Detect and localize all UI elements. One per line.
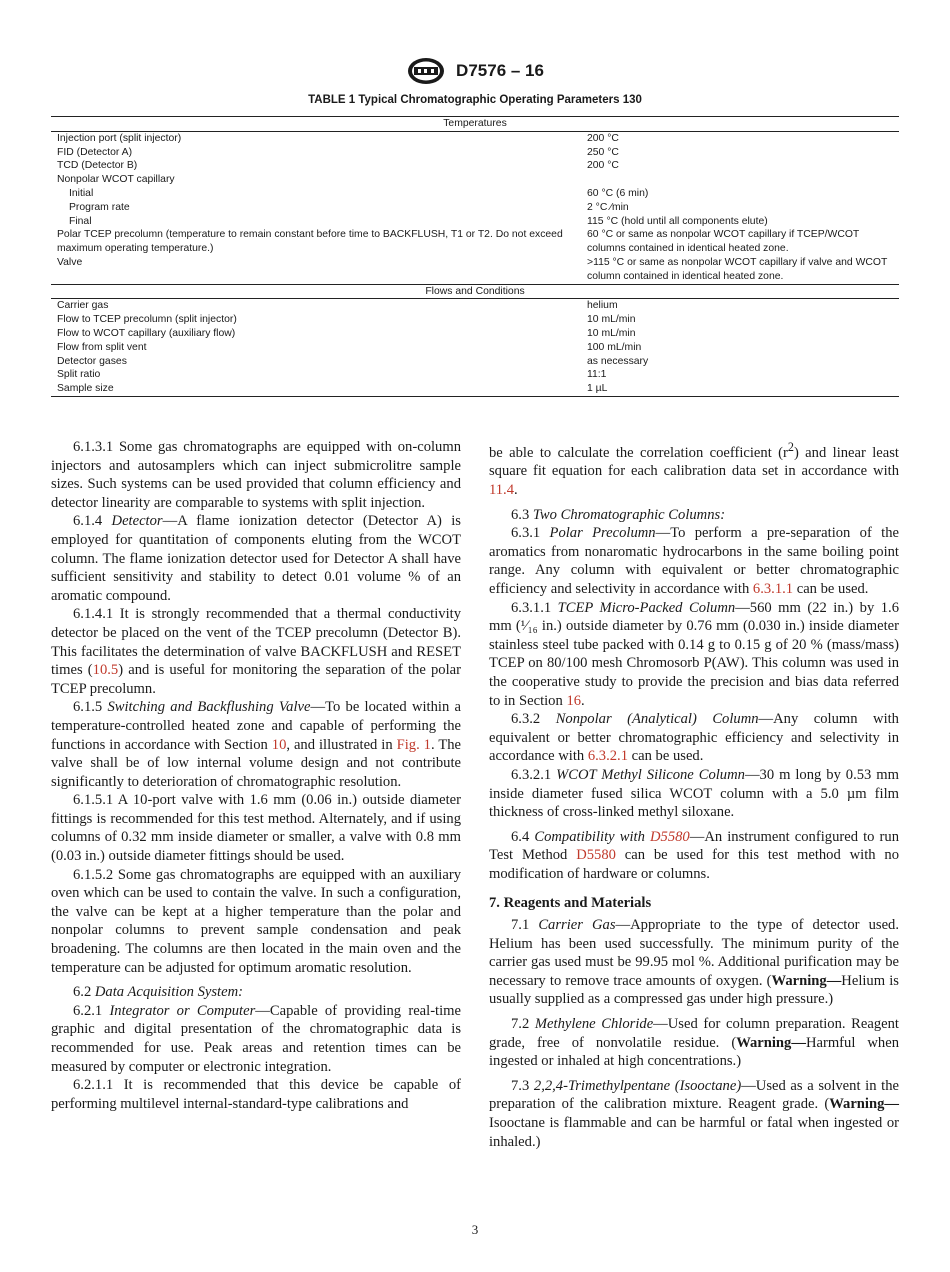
section-link[interactable]: 10 [271, 736, 287, 753]
table-row [51, 256, 899, 284]
value-cell: 1 µL [581, 382, 899, 396]
paragraph-6-3-2-1: 6.3.2.1 WCOT Methyl Silicone Column—30 m long by 0.53 mm inside diameter fused silica WCOT column with a 5.0 µm film thickness of cross-linked methyl siloxane. [489, 766, 899, 821]
warning-label: Warning— [771, 972, 842, 989]
section-title: Nonpolar (Analytical) Column [555, 711, 759, 728]
section-title: WCOT Methyl Silicone Column [556, 766, 745, 783]
table-section-heading: Flows and Conditions [51, 284, 899, 299]
section-link[interactable]: 6.3.1.1 [752, 581, 794, 598]
table-row [51, 327, 899, 341]
param-cell: Carrier gas [57, 300, 109, 312]
parameters-table [51, 116, 899, 397]
value-cell: 100 mL/min [587, 341, 642, 353]
table-row [51, 313, 899, 327]
param-cell: TCD (Detector B) [57, 160, 138, 172]
param-cell: Injection port (split injector) [57, 132, 182, 144]
table-row [51, 159, 899, 173]
paragraph-6-1-4-1: 6.1.4.1 It is strongly recommended that a thermal conductivity detector be placed on the vent of the TCEP precolumn (Detector B). This facilitates the determination of valve BACKFLUSH and RESET times (10.5) and is useful for monitoring the separation of the polar TCEP precolumn. [51, 606, 461, 697]
value-cell: 2 °C ⁄min [587, 201, 629, 213]
param-cell: Final [69, 215, 92, 227]
value-cell: 115 °C (hold until all components elute) [587, 215, 768, 227]
param-cell: Detector gases [57, 355, 127, 367]
param-cell: Valve [57, 256, 83, 268]
value-cell: 10 mL/min [587, 314, 636, 326]
table-title: TABLE 1 Typical Chromatographic Operating Parameters 130 [308, 94, 642, 106]
document-id: D7576 – 16 [456, 61, 544, 80]
table-row [51, 228, 899, 256]
paragraph-6-3-1-1: 6.3.1.1 TCEP Micro-Packed Column—560 mm (22 in.) by 1.6 mm (¹⁄₁₆ in.) outside diameter by 0.76 mm (0.030 in.) inside diameter stainless steel tube packed with 0.14 g to 0.15 g of 20 % (mass/mass) TCEP on 80/100 mesh Chromosorb P(AW). This column was used in the cooperative study to provide the precision and bias data referred to in Section 16. [489, 599, 899, 709]
paragraph-7-2: 7.2 Methylene Chloride—Used for column preparation. Reagent grade, free of nonvolatile residue. (Warning—Harmful when ingested or inhaled at high concentrations.) [489, 1016, 899, 1070]
paragraph-6-4: 6.4 Compatibility with D5580—An instrument configured to run Test Method D5580 can be used for this test method with no modification of hardware or columns. [489, 828, 900, 882]
section-title: Data Acquisition System: [94, 984, 243, 1001]
section-link[interactable]: 11.4 [489, 482, 514, 499]
paragraph-6-2-1: 6.2.1 Integrator or Computer—Capable of providing real-time graphic and digital presentation of the chromatographic data is recommended for use. Peak areas and retention times can be measured by computer or electronic integration. [51, 1002, 461, 1075]
section-title: Carrier Gas [538, 917, 616, 934]
value-cell: 200 °C [587, 132, 619, 144]
value-cell: as necessary [587, 355, 649, 367]
param-cell: Flow to WCOT capillary (auxiliary flow) [57, 327, 236, 339]
param-cell: Flow from split vent [57, 341, 147, 353]
table-row [51, 187, 899, 201]
param-cell: Initial [69, 187, 94, 199]
paragraph-6-1-5: 6.1.5 Switching and Backflushing Valve—To be located within a temperature-controlled heated zone and capable of performing the functions in accordance with Section 10, and illustrated in Fig. 1. The valve shall be of low internal volume design and not contribute significantly to deterioration of chromatographic resolution. [51, 699, 462, 790]
warning-label: Warning— [829, 1096, 899, 1113]
param-cell: Sample size [51, 382, 581, 396]
value-cell: >115 °C or same as nonpolar WCOT capillary if valve and WCOT column contained in identical heated zone. [587, 256, 888, 282]
right-column [489, 438, 899, 1151]
section-link[interactable]: 10.5 [92, 662, 119, 679]
section-title: 2,2,4-Trimethylpentane (Isooctane) [533, 1077, 742, 1094]
value-cell: 11:1 [587, 369, 607, 381]
section-title: Detector [111, 513, 163, 530]
left-column [51, 438, 461, 1113]
section-heading: 7. Reagents and Materials [489, 894, 652, 911]
value-cell: helium [587, 300, 618, 312]
paragraph-6-2: 6.2 Data Acquisition System: [73, 984, 243, 1001]
paragraph-6-1-4: 6.1.4 Detector—A flame ionization detector (Detector A) is employed for quantitation of components eluting from the WCOT column. The flame ionization detector used for Detector A shall have sufficient sensitivity and stability to detect 0.01 volume % of an aromatic compound. [51, 513, 461, 604]
param-cell: Flow to TCEP precolumn (split injector) [57, 314, 237, 326]
table-row [51, 173, 899, 187]
param-cell: FID (Detector A) [57, 146, 133, 158]
table-section-heading: Temperatures [51, 117, 899, 132]
table-row [51, 341, 899, 355]
value-cell [581, 173, 899, 187]
table-row [51, 131, 899, 145]
standard-link[interactable]: D5580 [649, 828, 690, 845]
paragraph-6-1-5-1: 6.1.5.1 A 10-port valve with 1.6 mm (0.06 in.) outside diameter fittings is recommended for this test method. Alternately, and if using columns of 0.32 mm inside diameter or smaller, a valve with 0.8 mm (0.03 in.) outside diameter fittings should be used. [51, 792, 461, 865]
section-link[interactable]: 16 [566, 692, 582, 709]
paragraph-6-1-5-2: 6.1.5.2 Some gas chromatographs are equipped with an auxiliary oven which can be used to contain the valve. In such a configuration, the valve can be kept at a higher temperature than the polar and nonpolar columns to prevent sample condensation and peak broadening. The columns are then located in the main oven and the temperature can be adjusted for optimum aromatic resolution. [51, 866, 461, 976]
param-cell: Program rate [69, 201, 130, 213]
astm-logo-icon [406, 56, 446, 86]
section-title: Switching and Backflushing Valve [107, 699, 311, 716]
standard-link[interactable]: D5580 [576, 847, 616, 864]
paragraph-6-3-2: 6.3.2 Nonpolar (Analytical) Column—Any column with equivalent or better chromatographic efficiency and selectivity in accordance with 6.3.2.1 can be used. [489, 711, 899, 765]
warning-label: Warning— [736, 1034, 806, 1051]
value-cell: 200 °C [587, 160, 619, 172]
paragraph-6-3-1: 6.3.1 Polar Precolumn—To perform a pre-separation of the aromatics from nonaromatic hydrocarbons in the same boiling point range. Any column with equivalent or better chromatographic efficiency and selectivity in accordance with 6.3.1.1 can be used. [489, 525, 899, 598]
value-cell: 60 °C or same as nonpolar WCOT capillary if TCEP/WCOT columns contained in identical heated zone. [587, 229, 860, 255]
table-row [51, 215, 899, 229]
section-title: Polar Precolumn [549, 525, 656, 542]
section-link[interactable]: 6.3.2.1 [587, 748, 628, 765]
param-cell: Nonpolar WCOT capillary [57, 174, 175, 186]
value-cell: 60 °C (6 min) [587, 187, 649, 199]
value-cell: 10 mL/min [587, 327, 636, 339]
page-number: 3 [471, 1222, 479, 1237]
table-row [51, 355, 899, 369]
paragraph-7-3: 7.3 2,2,4-Trimethylpentane (Isooctane)—Used as a solvent in the preparation of the calibration mixture. Reagent grade. (Warning—Isooctane is flammable and can be harmful or fatal when ingested or inhaled.) [489, 1077, 899, 1150]
section-title: Integrator or Computer [109, 1002, 256, 1019]
paragraph-6-1-3-1: 6.1.3.1 Some gas chromatographs are equipped with on-column injectors and autosamplers which can inject submicrolitre sample sizes. Such systems can be used provided that column efficiency and detector linearity are comparable to systems with split injection. [51, 439, 461, 511]
paragraph-7-1: 7.1 Carrier Gas—Appropriate to the type of detector used. Helium has been used successfully. The minimum purity of the carrier gas used must be 99.95 mol %. Additional purification may be necessary to remove trace amounts of oxygen. (Warning—Helium is usually supplied as a compressed gas under high pressure.) [489, 917, 899, 1008]
figure-link[interactable]: Fig. 1 [396, 736, 431, 753]
paragraph-continuation: be able to calculate the correlation coefficient $(r^2)$ and linear least square fit equation for each calibration data set in accordance with 11.4. [489, 440, 899, 499]
section-title: TCEP Micro-Packed Column [557, 599, 736, 616]
value-cell: 250 °C [587, 146, 619, 158]
table-row [51, 382, 899, 396]
section-title: Methylene Chloride [534, 1016, 654, 1033]
table-row [51, 201, 899, 215]
param-cell: Split ratio [57, 369, 101, 381]
table-row [51, 146, 899, 160]
paragraph-6-3: 6.3 Two Chromatographic Columns: [511, 506, 726, 523]
section-title: Two Chromatographic Columns: [532, 506, 726, 523]
table-row [51, 368, 899, 382]
section-title: Compatibility with [534, 828, 650, 845]
page-header [0, 56, 950, 86]
paragraph-6-2-1-1: 6.2.1.1 It is recommended that this device be capable of performing multilevel internal-standard-type calibrations and [51, 1077, 461, 1112]
table-row [51, 299, 899, 313]
param-cell: Polar TCEP precolumn (temperature to remain constant before time to BACKFLUSH, T1 or T2. Do not exceed maximum operating temperature.) [57, 229, 563, 255]
